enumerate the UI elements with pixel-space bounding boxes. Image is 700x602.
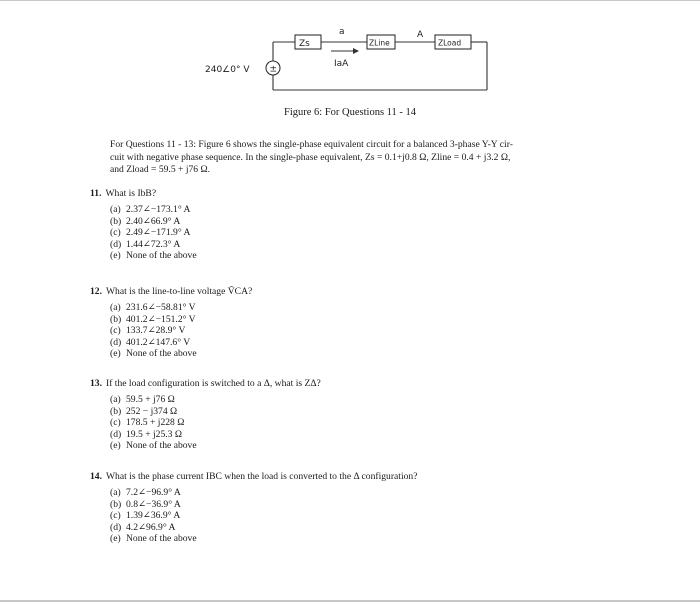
option-e: (e) None of the above [110, 348, 197, 360]
zload-label: ZLoad [438, 38, 462, 48]
option-a: (a) 7.2∠−96.9° A [110, 487, 181, 498]
option-b: (b) 0.8∠−36.9° A [110, 498, 181, 510]
option-d: (d) 4.2∠96.9° A [110, 521, 176, 533]
intro-line-3: and Zload = 59.5 + j76 Ω. [110, 164, 211, 176]
option-d: (d) 19.5 + j25.3 Ω [110, 428, 182, 440]
figure-caption: Figure 6: For Questions 11 - 14 [283, 107, 417, 118]
option-e: (e) None of the above [110, 440, 197, 452]
intro-line-2: cuit with negative phase sequence. In the single-phase equivalent, Zs = 0.1+j0.8 Ω, Zline = 0.4 + j3.2 Ω, [110, 151, 511, 163]
option-d: (d) 1.44∠72.3° A [110, 238, 181, 250]
option-a: (a) 231.6∠−58.81° V [110, 302, 196, 313]
node-A-label: A [417, 30, 424, 40]
question-text: What is the phase current IBC when the load is converted to the Δ configuration? [106, 471, 418, 482]
question-number: 14. [90, 471, 102, 482]
question-text: What is the line-to-line voltage ṼCA? [106, 286, 253, 297]
option-e: (e) None of the above [110, 533, 197, 545]
question-number: 12. [90, 286, 102, 297]
question-number: 13. [90, 378, 102, 389]
intro-line-1: For Questions 11 - 13: Figure 6 shows the single-phase equivalent circuit for a balanced 3-phase Y-Y cir- [110, 139, 513, 150]
question-13 [90, 377, 610, 452]
option-b: (b) 2.40∠66.9° A [110, 215, 181, 227]
top-edge [0, 0, 700, 1]
source-label: 240∠0° V [205, 65, 250, 75]
circuit-figure [195, 22, 505, 100]
intro-paragraph [110, 139, 595, 177]
option-a: (a) 59.5 + j76 Ω [110, 394, 175, 405]
option-c: (c) 1.39∠36.9° A [110, 510, 181, 522]
question-text: If the load configuration is switched to a Δ, what is ZΔ? [106, 378, 321, 389]
option-c: (c) 2.49∠−171.9° A [110, 227, 191, 239]
option-e: (e) None of the above [110, 250, 197, 262]
source-polarity: ± [269, 64, 278, 75]
zs-label: Zs [299, 39, 310, 49]
zline-label: ZLine [369, 38, 390, 48]
current-label: IaA [334, 59, 349, 69]
question-text: What is IbB? [105, 188, 157, 199]
option-c: (c) 133.7∠28.9° V [110, 325, 186, 337]
node-a-label: a [339, 27, 345, 37]
question-14 [90, 470, 610, 545]
option-b: (b) 401.2∠−151.2° V [110, 313, 196, 325]
option-b: (b) 252 − j374 Ω [110, 405, 178, 417]
option-d: (d) 401.2∠147.6° V [110, 336, 191, 348]
current-arrow-icon [353, 48, 359, 54]
option-c: (c) 178.5 + j228 Ω [110, 417, 185, 429]
option-a: (a) 2.37∠−173.1° A [110, 204, 191, 215]
question-number: 11. [90, 188, 102, 199]
question-11 [90, 187, 610, 262]
question-12 [90, 285, 610, 360]
